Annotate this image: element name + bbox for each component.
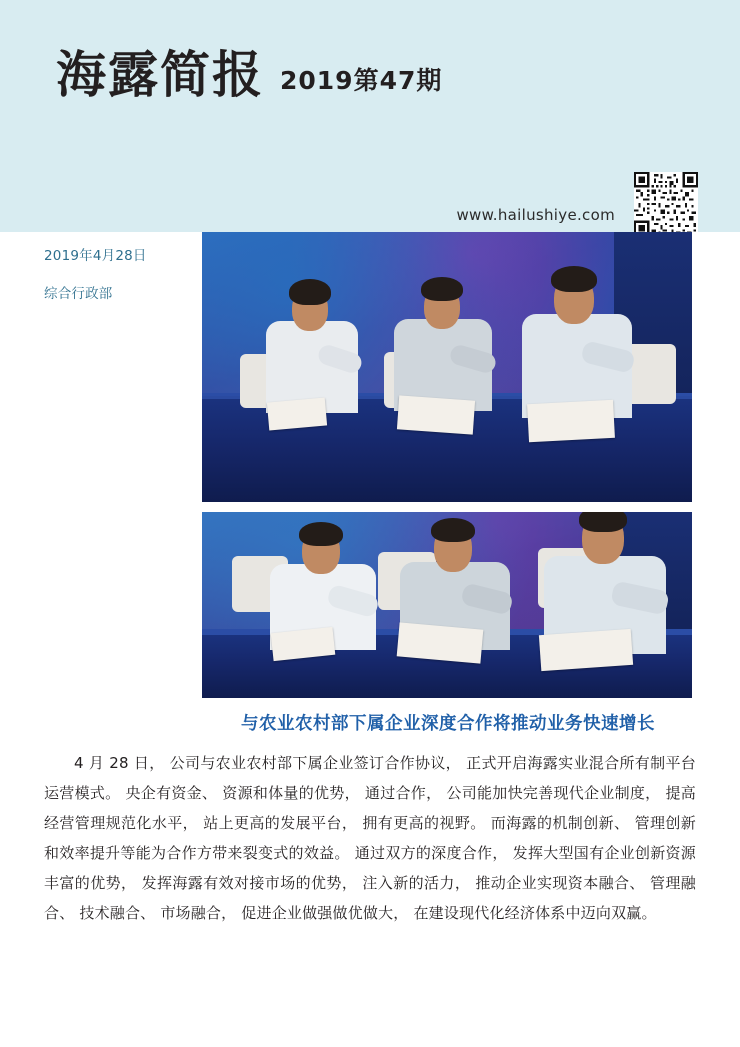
photo-person (542, 512, 666, 646)
issuing-department: 综合行政部 (44, 286, 113, 302)
photo-person (520, 262, 632, 410)
photo-person-hair (299, 522, 343, 546)
photo-person-hair (421, 277, 463, 301)
photo-document (527, 400, 615, 442)
photo-person (262, 275, 358, 405)
issue-date: 2019年4月28日 (44, 248, 147, 264)
photo-document (397, 622, 484, 663)
photo-person-hair (551, 266, 597, 292)
issue-label: 2019第47期 (280, 66, 443, 95)
photo-signing-ceremony-top (202, 232, 692, 502)
photo-person (392, 271, 492, 405)
article-body: 4 月 28 日， 公司与农业农村部下属企业签订合作协议， 正式开启海露实业混合所有制平台运营模式。 央企有资金、 资源和体量的优势， 通过合作， 公司能加快完善现代企业制度， 提高经营管理规范化水平， 站上更高的发展平台， 拥有更高的视野。 而海露的机制创新、 管理创新和效率提升等能为合作方带来裂变式的效益。 通过双方的深度合作， 发挥大型国有企业创新资源丰富的优势， 发挥海露有效对接市场的优势， 注入新的活力， 推动企业实现资本融合、 管理融合、 技术融合、 市场融合， 促进企业做强做优做大， 在建设现代化经济体系中迈向双赢。 (44, 754, 696, 922)
publication-title: 海露简报 (56, 46, 264, 104)
qr-code-icon (634, 172, 698, 236)
photo-document (397, 395, 475, 434)
photo-person (268, 522, 376, 642)
photo-signing-ceremony-bottom (202, 512, 692, 698)
header-band (0, 0, 740, 232)
masthead (56, 46, 443, 104)
meta-column (44, 244, 194, 302)
photo-person-hair (579, 512, 627, 532)
photo-document (539, 629, 633, 671)
article-headline: 与农业农村部下属企业深度合作将推动业务快速增长 (241, 714, 655, 734)
photo-person-hair (289, 279, 331, 305)
photo-person-hair (431, 518, 475, 542)
photo-document (267, 398, 327, 431)
website-url: www.hailushiye.com (456, 206, 615, 224)
